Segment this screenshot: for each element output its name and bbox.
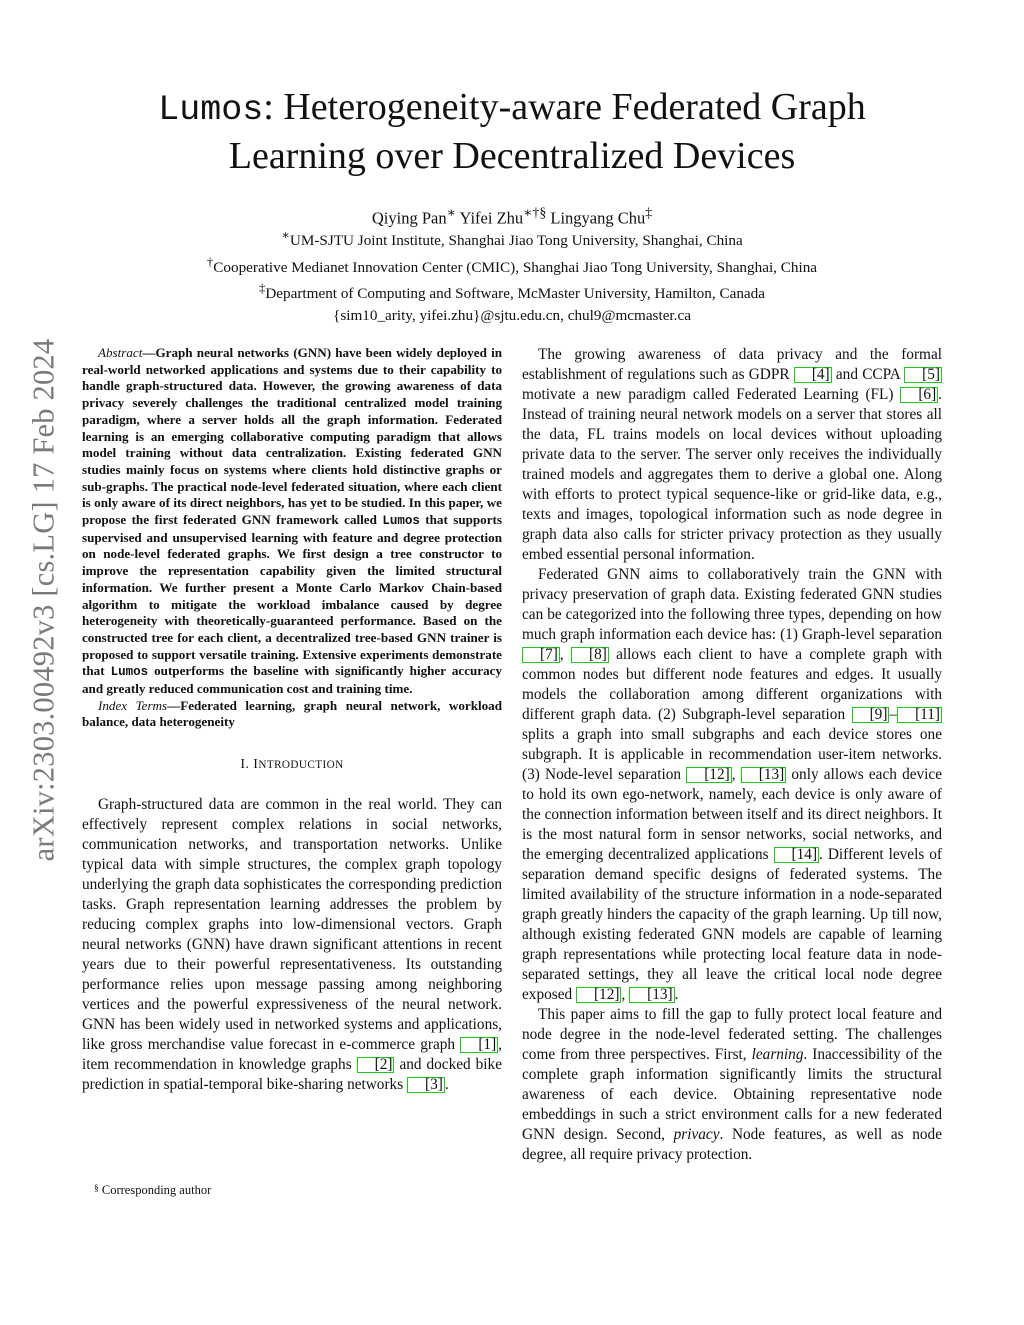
paragraph-text: . Node features, as well as node degree, all require privacy protection. [522, 1126, 942, 1163]
body-paragraph [522, 565, 942, 1005]
citation-link[interactable]: [14] [774, 847, 820, 863]
paragraph-text: only allows each device to hold its own ego-network, namely, each device is only aware of the connection information between itself and its direct neighbors. It is the most natural form in sensor networks, social networks, and the emerging decentralized applications [522, 766, 943, 863]
citation-link[interactable]: [9] [852, 707, 890, 723]
affiliation-text: Department of Computing and Software, McMaster University, Hamilton, Canada [265, 285, 765, 303]
paragraph-text: , item recommendation in knowledge graphs [82, 1036, 502, 1074]
emphasis-text: learning [751, 1046, 804, 1063]
citation-link[interactable]: [11] [897, 707, 942, 723]
abstract-text: that supports supervised and unsupervised learning with feature and degree protection on node-level federated graphs. We first design a tree constructor to improve the representation capability given the limited structural information. We further present a Monte Carlo Markov Chain-based algorithm to mitigate the workload imbalance caused by degree heterogeneity with theoretically-guaranteed performance. Based on the constructed tree for each client, a decentralized tree-based GNN trainer is proposed to support versatile training. Extensive experiments demonstrate that [82, 512, 502, 679]
paragraph-text: The growing awareness of data privacy and the formal establishment of regulations such as GDPR [522, 346, 942, 383]
paragraph-text: . [444, 1076, 449, 1094]
paragraph-text: – [889, 706, 898, 723]
citation-link[interactable]: [4] [794, 367, 832, 383]
citation-link[interactable]: [2] [357, 1057, 395, 1073]
paragraph-text: , [731, 766, 741, 783]
abstract-text: —Graph neural networks (GNN) have been widely deployed in real-world networked applications and systems due to their capability to handle graph-structured data. However, the growing awareness of data privacy severely challenges the traditional centralized model training paradigm, where a server holds all the graph information. Federated learning is an emerging collaborative computing paradigm that allows model training without data centralization. Existing federated GNN studies mainly focus on systems where clients hold distinctive graphs or sub-graphs. The practical node-level federated situation, where each client is only aware of its direct neighbors, has yet to be studied. In this paper, we propose the first federated GNN framework called [82, 345, 502, 528]
paragraph-text: allows each client to have a complete graph with common nodes but different node features and edges. It usually models the collaboration among different organizations with different graph data. (2) Subgraph-level separation [522, 646, 942, 723]
citation-link[interactable]: [13] [741, 767, 787, 783]
paragraph-text: . Different levels of separation demand specific designs of federated systems. The limited availability of the structure information in a node-separated graph greatly hinders the capacity of the graph learning. Up till now, although existing federated GNN models are capable of learning graph representations while protecting local feature data in node-separated settings, they all leave the critical local node degree exposed [522, 846, 943, 1003]
index-terms [82, 698, 502, 731]
section-title-initial: I [253, 757, 259, 773]
paragraph-text: , [559, 646, 571, 663]
author-name: Lingyang Chu [550, 208, 646, 228]
section-heading-introduction [82, 757, 502, 773]
paragraph-text: Federated GNN aims to collaboratively train the GNN with privacy preservation of graph data. Existing federated GNN studies can be categorized into the following three types, depending on how much graph information each device has: (1) Graph-level separation [522, 566, 942, 643]
paper-title [100, 84, 924, 179]
affiliation-line [100, 252, 924, 279]
title-line2: Learning over Decentralized Devices [228, 135, 796, 177]
citation-link[interactable]: [12] [686, 767, 732, 783]
footnote [94, 1183, 211, 1198]
title-line1: : Heterogeneity-aware Federated Graph [263, 86, 866, 128]
affiliation-text: UM-SJTU Joint Institute, Shanghai Jiao Tong University, Shanghai, China [289, 232, 743, 250]
affiliation-line [100, 278, 924, 305]
paragraph-text: and CCPA [831, 366, 905, 383]
right-column [522, 345, 942, 1165]
paragraph-text: and docked bike prediction in spatial-temporal bike-sharing networks [82, 1056, 502, 1094]
paragraph-text: Graph-structured data are common in the real world. They can effectively represent complex relations in social networks, communication networks, and transportation networks. Unlike typical data with simple structures, the complex graph topology underlying the graph data sophisticates the corresponding prediction tasks. Graph representation learning addresses the problem by reducing complex graphs into low-dimensional vectors. Graph neural networks (GNN) have drawn significant attentions in recent years due to their powerful representativeness. Its outstanding performance relies upon message passing among neighboring vertices and the powerful expressiveness of the neural network. GNN has been widely used in networked systems and applications, like gross merchandise value forecast in e-commerce graph [82, 796, 502, 1054]
paragraph-text: , [621, 986, 630, 1003]
abstract [82, 345, 502, 698]
footnote-text: Corresponding author [101, 1183, 212, 1197]
arxiv-sidebar [0, 0, 82, 1325]
abstract-code-name: Lumos [110, 665, 149, 680]
intro-paragraph [82, 795, 502, 1095]
section-number: I. [240, 757, 250, 773]
citation-link[interactable]: [5] [904, 367, 942, 383]
author-mark: ∗†§ [523, 205, 547, 220]
author-name: Qiying Pan [371, 208, 447, 228]
paragraph-text: splits a graph into small subgraphs and each device stores one subgraph. It is applicable in recommendation user-item networks. (3) Node-level separation [522, 726, 942, 783]
paragraph-text: . [674, 986, 679, 1003]
affiliation-mark: ‡ [259, 281, 266, 296]
citation-link[interactable]: [1] [460, 1037, 498, 1053]
abstract-code-name: Lumos [382, 514, 420, 529]
citation-link[interactable]: [8] [571, 647, 609, 663]
left-column [82, 345, 502, 1095]
footnote-mark: § [94, 1184, 99, 1194]
citation-link[interactable]: [6] [900, 387, 938, 403]
affiliations [100, 225, 924, 326]
author-emails: {sim10_arity, yifei.zhu}@sjtu.edu.cn, chul9@mcmaster.ca [333, 306, 691, 324]
author-name: Yifei Zhu [459, 208, 524, 228]
arxiv-identifier: arXiv:2303.00492v3 [cs.LG] 17 Feb 2024 [26, 338, 61, 862]
author-mark: ‡ [645, 205, 653, 220]
author-mark: ∗ [446, 205, 456, 220]
affiliation-line [100, 225, 924, 252]
index-terms-label: Index Terms [98, 697, 168, 713]
paragraph-text: . Inaccessibility of the complete graph information significantly limits the structural awareness of each device. Obtaining representative node embeddings in such a strict environment calls for a new federated GNN design. Second, [522, 1046, 943, 1143]
section-title-rest: NTRODUCTION [258, 759, 344, 772]
citation-link[interactable]: [7] [522, 647, 560, 663]
citation-link[interactable]: [13] [629, 987, 675, 1003]
affiliation-text: Cooperative Medianet Innovation Center (CMIC), Shanghai Jiao Tong University, Shanghai, China [213, 258, 818, 276]
paragraph-text: motivate a new paradigm called Federated Learning (FL) [522, 386, 901, 403]
body-paragraph [522, 1005, 942, 1165]
body-paragraph [522, 345, 942, 565]
abstract-text: outperforms the baseline with significantly higher accuracy and greatly reduced communication cost and training time. [82, 663, 503, 697]
emphasis-text: privacy [673, 1126, 720, 1143]
paragraph-text: This paper aims to fill the gap to fully protect local feature and node degree in the node-level federated setting. The challenges come from three perspectives. First, [522, 1006, 942, 1063]
title-code-name: Lumos [158, 90, 264, 130]
affiliation-mark: † [206, 254, 214, 269]
abstract-label: Abstract [98, 345, 143, 360]
index-terms-text: —Federated learning, graph neural network, workload balance, data heterogeneity [82, 697, 502, 730]
affiliation-mark: ∗ [281, 228, 290, 242]
citation-link[interactable]: [3] [407, 1077, 445, 1093]
citation-link[interactable]: [12] [576, 987, 622, 1003]
paragraph-text: . Instead of training neural network models on a server that stores all the data, FL trains models on local devices without uploading private data to the server. The server only receives the individually trained models and aggregates them to derive a global one. Along with efforts to protect typical sequence-like or grid-like data, e.g., texts and images, topological information such as node degree in graph data also calls for stricter privacy protection as they usually embed essential personal information. [522, 386, 942, 563]
